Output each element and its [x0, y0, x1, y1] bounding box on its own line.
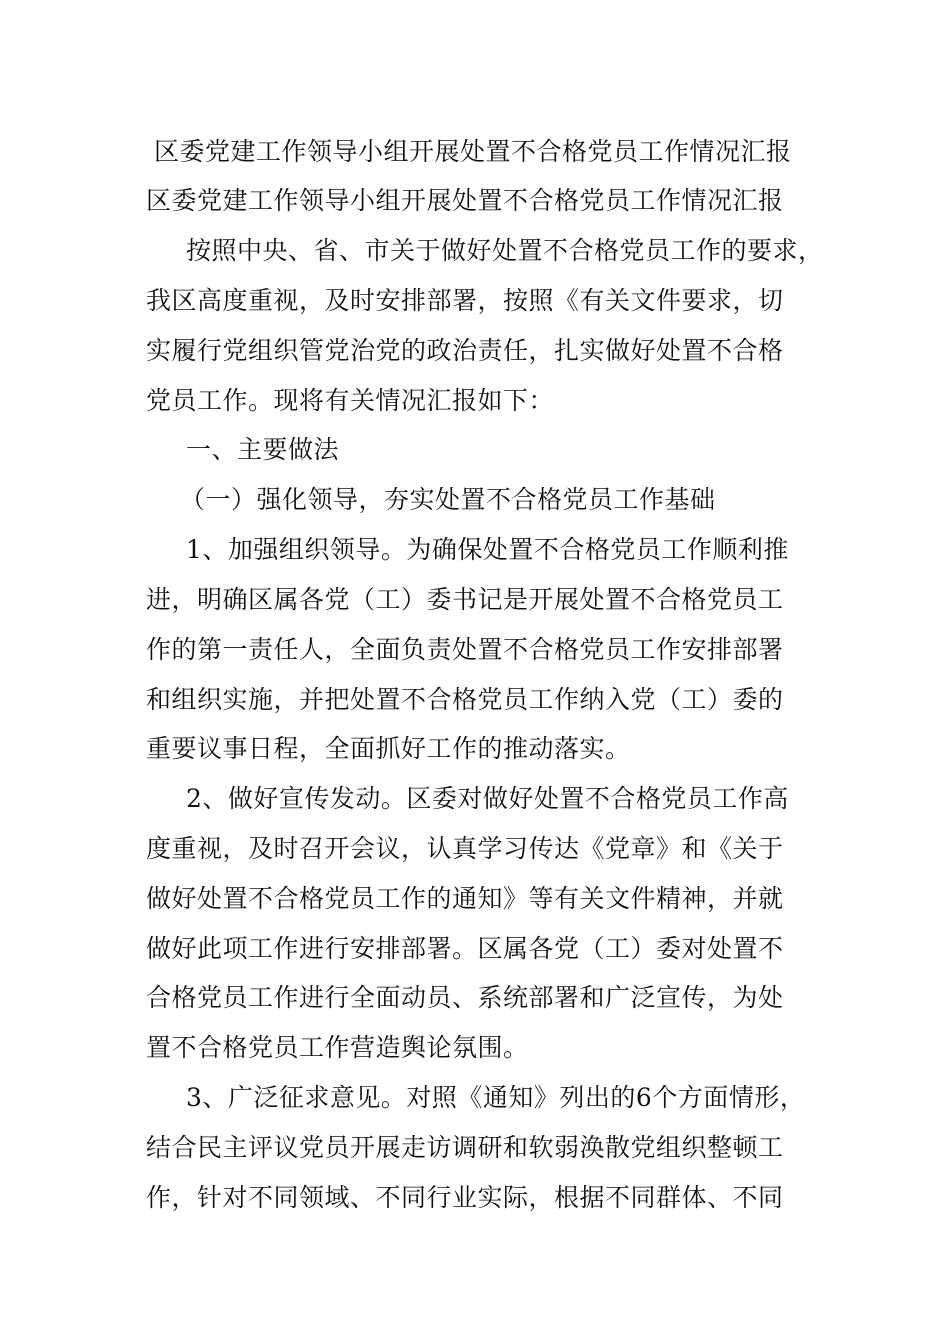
paragraph-line: 置不合格党员工作营造舆论氛围。: [146, 1033, 529, 1062]
paragraph-line: 合格党员工作进行全面动员、系统部署和广泛宣传，为处: [146, 983, 784, 1012]
document-title-repeat: 区委党建工作领导小组开展处置不合格党员工作情况汇报: [146, 186, 784, 215]
paragraph-line: 作，针对不同领域、不同行业实际，根据不同群体、不同: [146, 1183, 784, 1212]
section-heading: 一、主要做法: [186, 435, 340, 464]
paragraph-line: 结合民主评议党员开展走访调研和软弱涣散党组织整顿工: [146, 1133, 784, 1162]
paragraph-line: 3、广泛征求意见。对照《通知》列出的6个方面情形，: [186, 1083, 806, 1112]
paragraph-line: 和组织实施，并把处置不合格党员工作纳入党（工）委的: [146, 685, 784, 714]
paragraph-line: 1、加强组织领导。为确保处置不合格党员工作顺利推: [186, 535, 789, 564]
paragraph-line: 做好此项工作进行安排部署。区属各党（工）委对处置不: [146, 934, 784, 963]
paragraph-line: 实履行党组织管党治党的政治责任，扎实做好处置不合格: [146, 336, 784, 365]
paragraph-line: 做好处置不合格党员工作的通知》等有关文件精神，并就: [146, 884, 784, 913]
paragraph-line: 党员工作。现将有关情况汇报如下：: [146, 386, 555, 415]
paragraph-line: 度重视，及时召开会议，认真学习传达《党章》和《关于: [146, 834, 784, 863]
paragraph-line: 重要议事日程，全面抓好工作的推动落实。: [146, 734, 631, 763]
document-title: 区委党建工作领导小组开展处置不合格党员工作情况汇报: [154, 137, 792, 166]
paragraph-line: 我区高度重视，及时安排部署，按照《有关文件要求，切: [146, 286, 784, 315]
paragraph-line: 2、做好宣传发动。区委对做好处置不合格党员工作高: [186, 784, 789, 813]
paragraph-line: 按照中央、省、市关于做好处置不合格党员工作的要求，: [186, 236, 824, 265]
subsection-heading: （一）强化领导，夯实处置不合格党员工作基础: [180, 485, 716, 514]
paragraph-line: 作的第一责任人，全面负责处置不合格党员工作安排部署: [146, 635, 784, 664]
paragraph-line: 进，明确区属各党（工）委书记是开展处置不合格党员工: [146, 585, 784, 614]
